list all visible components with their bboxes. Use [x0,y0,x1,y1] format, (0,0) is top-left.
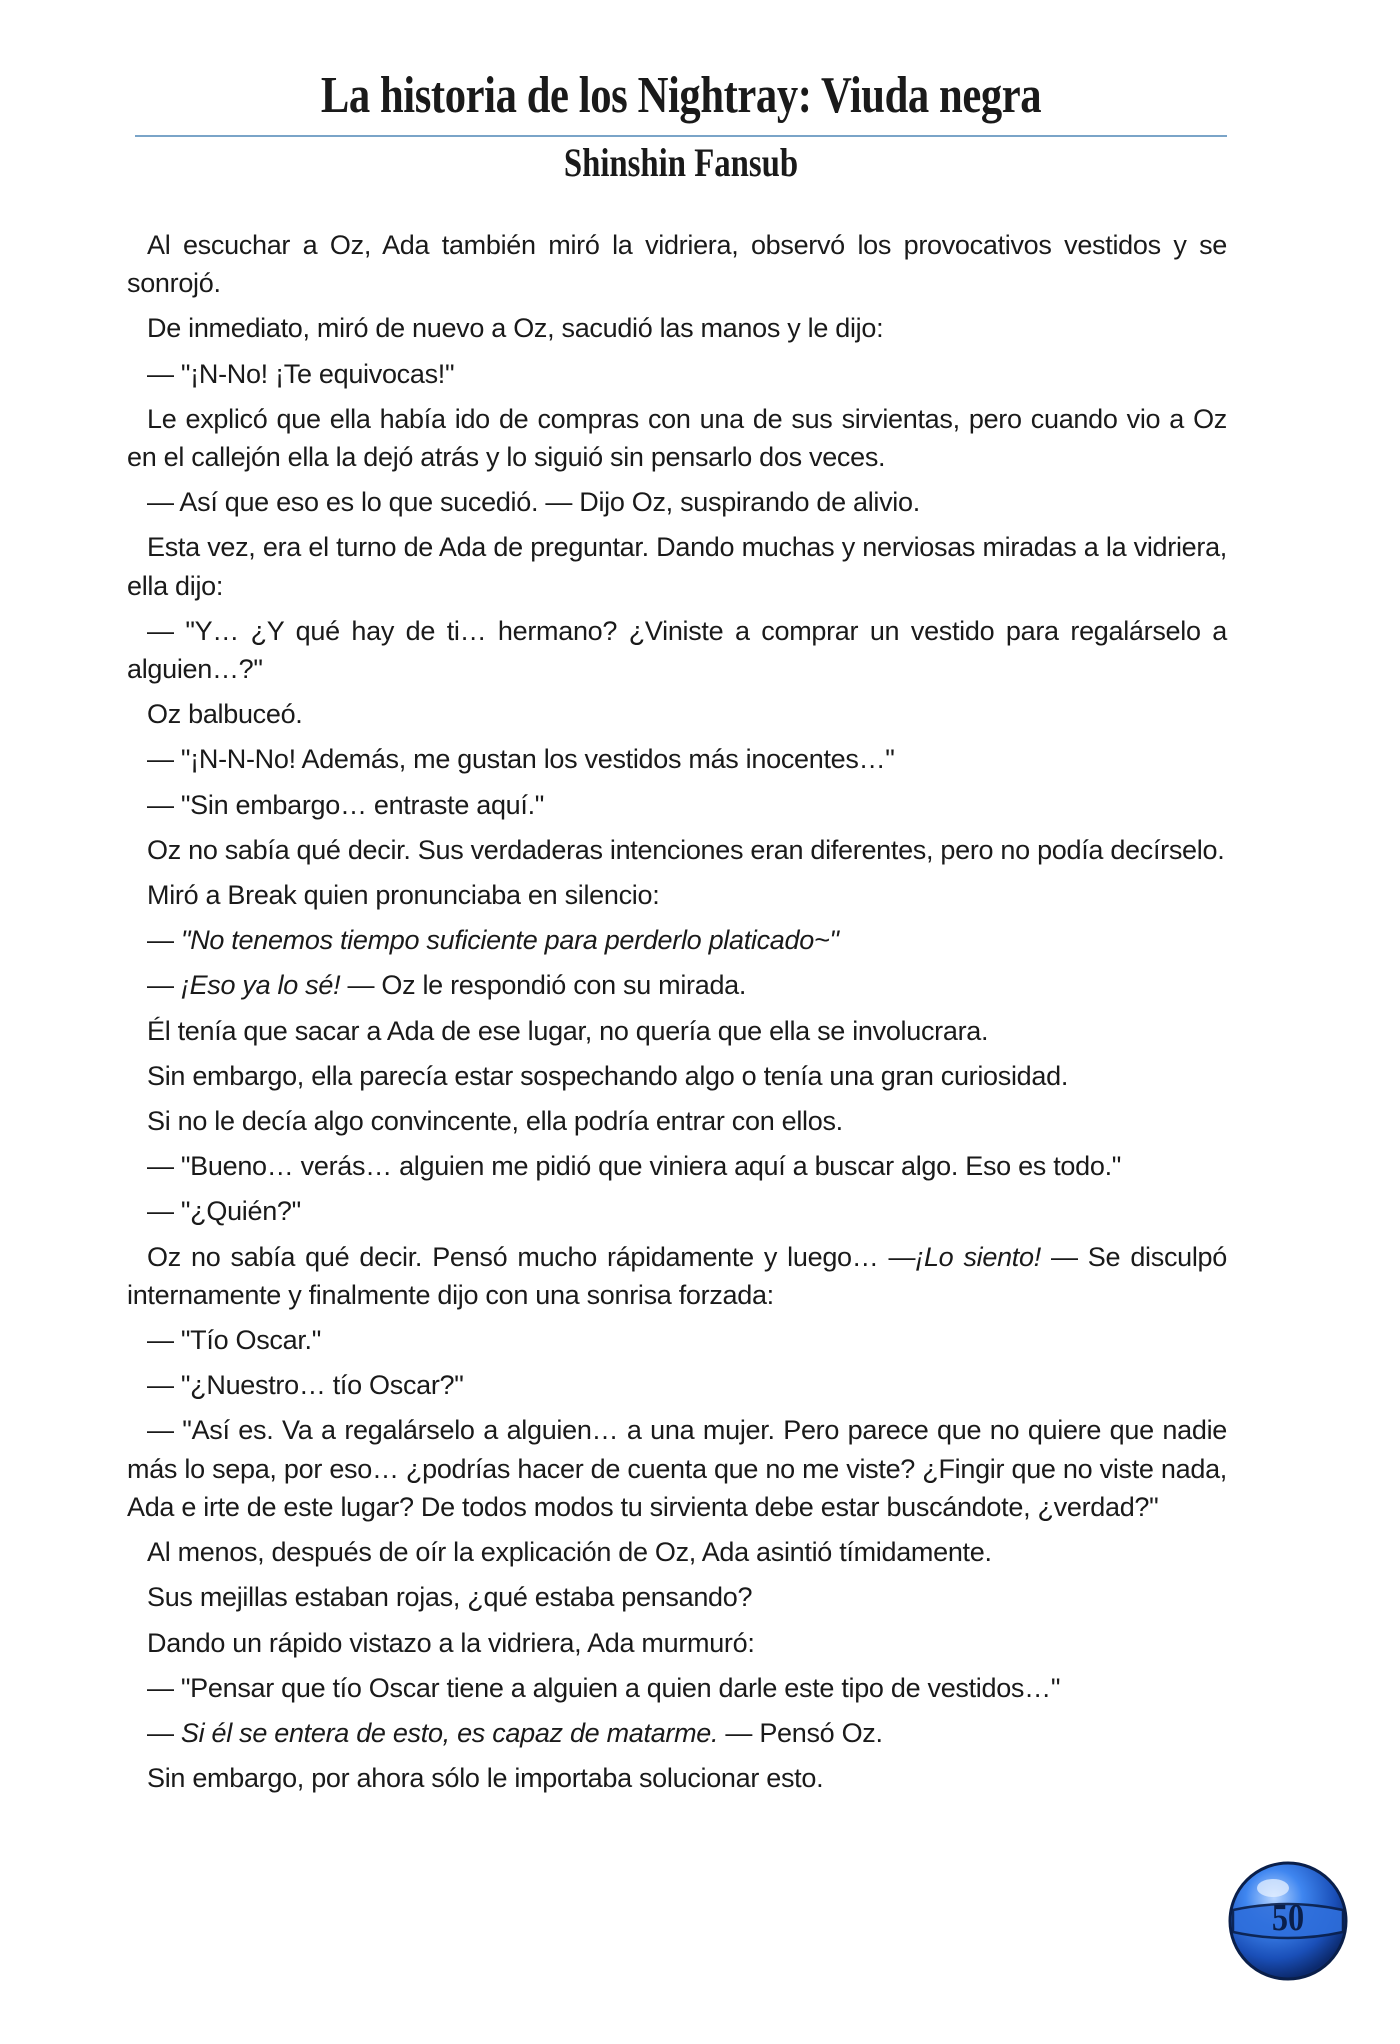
text-run: — [147,1717,181,1748]
paragraph [127,921,1227,959]
page-number-badge [1225,1858,1351,1984]
paragraph [127,1366,1227,1404]
paragraph [127,1057,1227,1095]
paragraph [127,528,1227,604]
text-run: Al menos, después de oír la explicación de Oz, Ada asintió tímidamente. [147,1537,992,1568]
text-run: De inmediato, miró de nuevo a Oz, sacudió las manos y le dijo: [147,313,884,344]
text-run: Sin embargo, ella parecía estar sospechando algo o tenía una gran curiosidad. [147,1060,1069,1091]
page-subtitle: Shinshin Fansub [563,140,799,185]
paragraph [127,1192,1227,1230]
text-run: — "¡N-No! ¡Te equivocas!" [147,358,455,389]
text-run: — "Tío Oscar." [147,1325,322,1356]
text-run: Sin embargo, por ahora sólo le importaba solucionar esto. [147,1763,824,1794]
paragraph [127,740,1227,778]
paragraph [127,1012,1227,1050]
body-text [127,226,1227,1804]
paragraph [127,226,1227,302]
paragraph [127,1533,1227,1571]
italic-text: Si él se entera de esto, es capaz de matarme. [180,1717,719,1748]
text-run: Oz no sabía qué decir. Sus verdaderas intenciones eran diferentes, pero no podía decírselo. [147,834,1225,865]
paragraph [127,831,1227,869]
text-run: Esta vez, era el turno de Ada de preguntar. Dando muchas y nerviosas miradas a la vidriera, ella dijo: [127,532,1227,601]
paragraph [127,1624,1227,1662]
paragraph [127,1411,1227,1526]
text-run: — "¿Nuestro… tío Oscar?" [147,1370,464,1401]
paragraph [127,1147,1227,1185]
paragraph [127,966,1227,1004]
text-run: Le explicó que ella había ido de compras con una de sus sirvientas, pero cuando vio a Oz en el callejón ella la dejó atrás y lo siguió sin pensarlo dos veces. [127,403,1227,473]
italic-text: ¡Eso ya lo sé! [180,970,341,1001]
text-run: Dando un rápido vistazo a la vidriera, Ada murmuró: [147,1627,755,1658]
paragraph [127,400,1227,476]
italic-text: ¡Lo siento! [915,1241,1041,1272]
paragraph [127,1759,1227,1797]
paragraph [127,1102,1227,1140]
paragraph [127,612,1227,688]
paragraph [127,355,1227,393]
paragraph [127,786,1227,824]
text-run: — "Así es. Va a regalárselo a alguien… a una mujer. Pero parece que no quiere que nadie más lo sepa, por eso… ¿podrías hacer de cuenta que no me viste? ¿Fingir que no viste nada, Ada e irte de este lugar? De todos modos tu sirvienta debe estar buscándote, ¿verdad?" [127,1415,1227,1522]
text-run: — "Sin embargo… entraste aquí." [147,789,545,820]
text-run: — Se disculpó internamente y finalmente dijo con una sonrisa forzada: [127,1241,1227,1310]
italic-text: "No tenemos tiempo suficiente para perderlo platicado~" [180,925,839,956]
text-run: Él tenía que sacar a Ada de ese lugar, no quería que ella se involucrara. [147,1015,989,1046]
text-run: Si no le decía algo convincente, ella podría entrar con ellos. [147,1106,843,1137]
text-run: — "¿Quién?" [147,1196,301,1227]
paragraph [127,695,1227,733]
paragraph [127,1714,1227,1752]
page-header [135,66,1227,186]
paragraph [127,1238,1227,1314]
text-run: — [147,925,181,956]
header-divider [135,135,1227,137]
paragraph [127,309,1227,347]
text-run: — Oz le respondió con su mirada. [340,970,747,1001]
text-run: — [147,970,181,1001]
text-run: — "Y… ¿Y qué hay de ti… hermano? ¿Viniste a comprar un vestido para regalárselo a alguien…?" [127,615,1227,685]
paragraph [127,876,1227,914]
page-number: 50 [1271,1897,1305,1939]
paragraph [127,1321,1227,1359]
text-run: — "¡N-N-No! Además, me gustan los vestidos más inocentes…" [147,744,895,775]
text-run: Oz no sabía qué decir. Pensó mucho rápidamente y luego… — [147,1241,916,1272]
paragraph [127,483,1227,521]
text-run: Oz balbuceó. [147,699,303,730]
text-run: — "Bueno… verás… alguien me pidió que viniera aquí a buscar algo. Eso es todo." [147,1151,1122,1182]
text-run: Miró a Break quien pronunciaba en silencio: [147,880,660,911]
text-run: Sus mejillas estaban rojas, ¿qué estaba pensando? [147,1582,753,1613]
text-run: — Pensó Oz. [718,1717,883,1748]
paragraph [127,1578,1227,1616]
paragraph [127,1669,1227,1707]
text-run: — Así que eso es lo que sucedió. — Dijo Oz, suspirando de alivio. [147,487,920,518]
text-run: — "Pensar que tío Oscar tiene a alguien a quien darle este tipo de vestidos…" [147,1672,1061,1703]
text-run: Al escuchar a Oz, Ada también miró la vidriera, observó los provocativos vestidos y se sonrojó. [127,230,1227,299]
page-title: La historia de los Nightray: Viuda negra [320,67,1042,124]
